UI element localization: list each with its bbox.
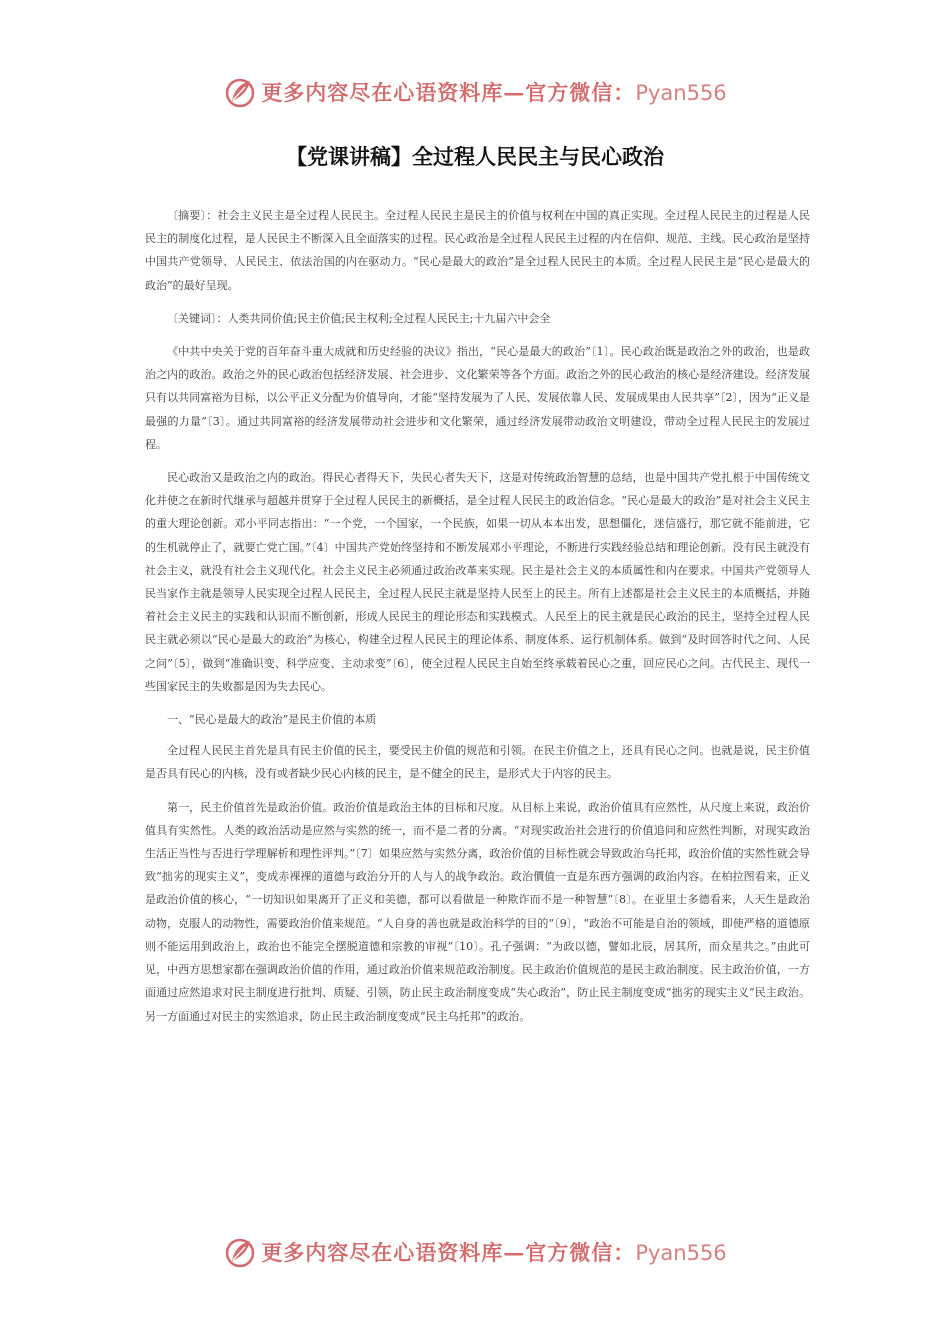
body-paragraph: 第一，民主价值首先是政治价值。政治价值是政治主体的目标和尺度。从目标上来说，政治价值具有应然性，从尺度上来说，政治价值具有实然性。人类的政治活动是应然与实然的统一，而不是二者的分离。“对现实政治社会进行的价值追问和应然性判断，对现实政治生活正当性与否进行学理解析和理性评判。”〔7〕如果应然与实然分离，政治价值的目标性就会导致政治乌托邦，政治价值的实然性就会导致“拙劣的现实主义”，变成赤裸裸的道德与政治分开的人与人的战争政治。政治價值一直是东西方强调的政治内容。在柏拉图看来，正义是政治价值的核心，“一切知识如果离开了正义和美德，都可以看做是一种欺诈而不是一种智慧”〔8〕。在亚里士多德看来，人天生是政治动物，克服人的动物性，需要政治价值来规范。“人自身的善也就是政治科学的目的”〔9〕，“政治不可能是自治的领域，即使严格的道德原则不能运用到政治上，政治也不能完全摆脱道德和宗教的审视”〔10〕。孔子强调：“为政以德，譬如北辰，居其所，而众星共之。”由此可见，中西方思想家都在强调政治价值的作用，通过政治价值来规范政治制度。民主政治价值规范的是民主政治制度。民主政治价值，一方面通过应然追求对民主制度进行批判、质疑、引领，防止民主政治制度变成“失心政治”，防止民主制度变成“拙劣的现实主义”民主政治。另一方面通过对民主的实然追求，防止民主政治制度变成“民主乌托邦”的政治。 (145, 800, 810, 1023)
leaf-logo-icon (223, 1235, 257, 1269)
document-body (145, 204, 810, 1038)
body-paragraph: 民心政治又是政治之内的政治。得民心者得天下，失民心者失天下，这是对传统政治智慧的总结，也是中国共产党扎根于中国传统文化并使之在新时代继承与超越并贯穿于全过程人民民主的新概括，是全过程人民民主的政治信念。“民心是最大的政治”是对社会主义民主的重大理论创新。邓小平同志指出：“一个党，一个国家，一个民族，如果一切从本本出发，思想僵化，迷信盛行，那它就不能前进，它的生机就停止了，就要亡党亡国。”〔4〕中国共产党始终坚持和不断发展邓小平理论，不断进行实践经验总结和理论创新。没有民主就没有社会主义，就没有社会主义现代化。社会主义民主必须通过政治改革来实现。民主是社会主义的本质属性和内在要求。中国共产党领导人民当家作主就是领导人民实现全过程人民民主，全过程人民民主就是坚持人民至上的民主。所有上述都是社会主义民主的本质概括，并随着社会主义民主的实践和认识而不断创新，形成人民民主的理论形态和实践模式。人民至上的民主就是民心政治的民主，坚持全过程人民民主就必须以“民心是最大的政治”为核心，构建全过程人民民主的理论体系、制度体系、运行机制体系。做到“及时回答时代之问、人民之问”〔5〕，做到“准确识变、科学应变、主动求变”〔6〕，使全过程人民民主自始至终承载着民心之重，回应民心之问。古代民主、现代一些国家民主的失败都是因为失去民心。 (145, 471, 810, 693)
footer-banner (0, 1230, 950, 1274)
section-heading: 一、“民心是最大的政治”是民主价值的本质 (167, 713, 377, 727)
body-paragraph: 《中共中央关于党的百年奋斗重大成就和历史经验的决议》指出，“民心是最大的政治”〔1〕。民心政治既是政治之外的政治，也是政治之内的政治。政治之外的民心政治包括经济发展、社会进步、文化繁荣等各个方面。政治之外的民心政治的核心是经济建设。经济发展只有以共同富裕为目标，以公平正义分配为价值导向，才能“坚持发展为了人民、发展依靠人民、发展成果由人民共享”〔2〕，因为“正义是最强的力量”〔3〕。通过共同富裕的经济发展带动社会进步和文化繁荣，通过经济发展带动政治文明建设，带动全过程人民民主的发展过程。 (145, 345, 810, 451)
abstract-paragraph: 〔摘要〕：社会主义民主是全过程人民民主。全过程人民民主是民主的价值与权利在中国的真正实现。全过程人民民主的过程是人民民主的制度化过程，是人民民主不断深入且全面落实的过程。民心政治是全过程人民民主过程的内在信仰、规范、主线。民心政治是坚持中国共产党领导、人民民主、依法治国的内在驱动力。“民心是最大的政治”是全过程人民民主的本质。全过程人民民主是“民心是最大的政治”的最好呈现。 (145, 209, 810, 292)
header-banner (0, 70, 950, 114)
banner-text: 更多内容尽在心语资料库—官方微信：Pyan556 (261, 1240, 727, 1265)
body-paragraph: 全过程人民民主首先是具有民主价值的民主，要受民主价值的规范和引领。在民主价值之上，还具有民心之问。也就是说，民主价值是否具有民心的内核，没有或者缺少民心内核的民主，是不健全的民主，是形式大于内容的民主。 (145, 744, 810, 781)
leaf-logo-icon (223, 75, 257, 109)
keywords-paragraph: 〔关键词〕：人类共同价值;民主价值;民主权利;全过程人民民主;十九届六中会全 (167, 311, 551, 325)
document-title: 【党课讲稿】全过程人民民主与民心政治 (286, 145, 664, 169)
banner-text: 更多内容尽在心语资料库—官方微信：Pyan556 (261, 80, 727, 105)
